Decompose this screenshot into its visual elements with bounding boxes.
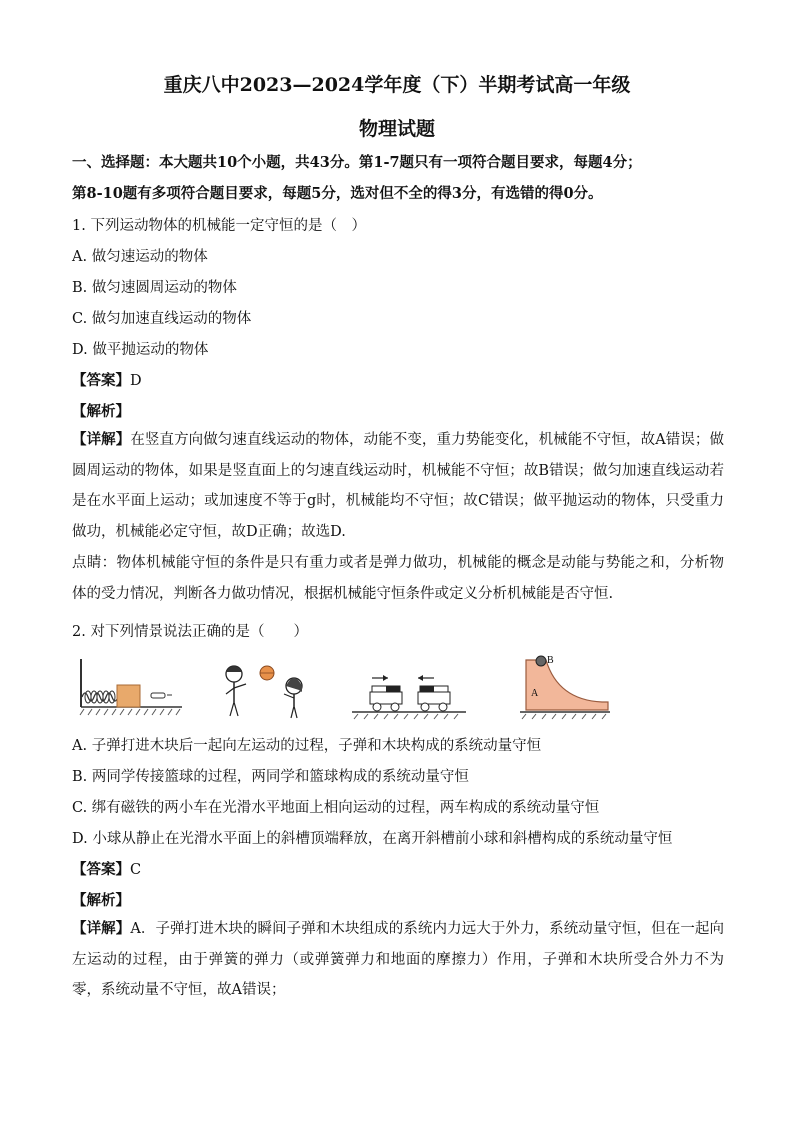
answer-value: D (130, 373, 142, 389)
detail-text: 在竖直方向做匀速直线运动的物体，动能不变，重力势能变化，机械能不守恒，故A错误；做圆周运动的物体，如果是竖直面上的匀速直线运动时，机械能不守恒；故B错误；做匀加速直线运动若是在水平面上运动；或加速度不等于g时，机械能均不守恒；故C错误；做平抛运动的物体，只受重力做功，机械能必定守恒，故D正确；故选D. (72, 432, 725, 540)
figure-label-a: A (531, 688, 539, 699)
figure-magnet-carts (350, 672, 468, 720)
q2-option-d: D. 小球从静止在光滑水平面上的斜槽顶端释放，在离开斜槽前小球和斜槽构成的系统动量守恒 (72, 831, 673, 847)
q2-detail (72, 914, 724, 1006)
q1-option-c: C. 做匀加速直线运动的物体 (72, 311, 252, 327)
figure-label-b: B (547, 655, 554, 666)
q2-analysis-tag (72, 889, 732, 910)
q2-option-c: C. 绑有磁铁的两小车在光滑水平地面上相向运动的过程，两车构成的系统动量守恒 (72, 800, 600, 816)
q1-note: 点睛：物体机械能守恒的条件是只有重力或者是弹力做功，机械能的概念是动能与势能之和，分析物体的受力情况，判断各力做功情况，根据机械能守恒条件或定义分析机械能是否守恒. (72, 555, 724, 602)
figure-ball-slot (518, 652, 612, 720)
figure-spring-block-bullet (78, 655, 184, 717)
detail-tag: 【详解】 (72, 920, 131, 937)
q2-stem: 2. 对下列情景说法正确的是（ ） (72, 624, 308, 640)
figure-students-basketball (212, 660, 314, 720)
q2-option-b: B. 两同学传接篮球的过程，两同学和篮球构成的系统动量守恒 (72, 769, 469, 785)
section-heading-line-1: 一、选择题：本大题共10个小题，共43分。第1-7题只有一项符合题目要求，每题4分； (72, 154, 642, 171)
q1-option-d: D. 做平抛运动的物体 (72, 342, 209, 358)
q1-option-b: B. 做匀速圆周运动的物体 (72, 280, 237, 296)
q2-answer (72, 858, 732, 879)
section-heading-line-2: 第8-10题有多项符合题目要求，每题5分，选对但不全的得3分，有选错的得0分。 (72, 185, 603, 202)
answer-value: C (130, 862, 142, 878)
q1-detail (72, 425, 724, 547)
answer-tag: 【答案】 (72, 372, 130, 389)
detail-tag: 【详解】 (72, 431, 131, 448)
q1-stem: 1. 下列运动物体的机械能一定守恒的是（ ） (72, 218, 366, 234)
q1-analysis-tag (72, 400, 732, 421)
analysis-tag: 【解析】 (72, 892, 130, 909)
analysis-tag: 【解析】 (72, 403, 130, 420)
q1-option-a: A. 做匀速运动的物体 (72, 249, 208, 265)
document-title: 重庆八中2023—2024学年度（下）半期考试高一年级 (163, 74, 631, 96)
answer-tag: 【答案】 (72, 861, 130, 878)
document-subtitle: 物理试题 (358, 118, 435, 140)
q1-answer (72, 369, 732, 390)
detail-text: A．子弹打进木块的瞬间子弹和木块组成的系统内力远大于外力，系统动量守恒，但在一起向左运动的过程，由于弹簧的弹力（或弹簧弹力和地面的摩擦力）作用，子弹和木块所受合外力不为零，系统动量不守恒，故A错误； (72, 921, 725, 998)
q2-option-a: A. 子弹打进木块后一起向左运动的过程，子弹和木块构成的系统动量守恒 (72, 738, 542, 754)
